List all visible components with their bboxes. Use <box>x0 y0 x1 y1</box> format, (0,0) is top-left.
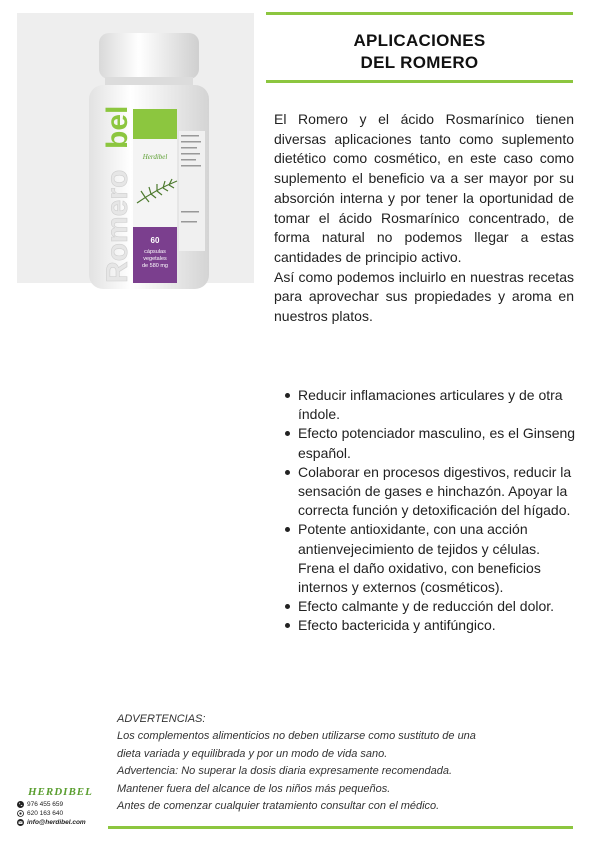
benefits-list <box>274 386 579 636</box>
email-icon <box>17 819 24 826</box>
page-title <box>266 30 573 74</box>
warning-line: Advertencia: No superar la dosis diaria expresamente recomendada. <box>117 765 453 778</box>
footer-contacts <box>17 800 86 827</box>
product-photo <box>17 13 254 283</box>
mobile-number: 620 163 640 <box>27 810 64 817</box>
capsule-text-1: cápsulas <box>144 249 166 255</box>
supplement-bottle-image <box>87 31 211 291</box>
list-item: Potente antioxidante, con una acción antienvejecimiento de tejidos y células. Frena el daño oxidativo, con beneficios internos y externos (cosméticos). <box>298 520 579 597</box>
warning-line: Antes de comenzar cualquier tratamiento consultar con el médico. <box>117 800 440 813</box>
intro-paragraph-1: El Romero y el ácido Rosmarínico tienen diversas aplicaciones tanto como suplemento dietético como cosmético, en este caso como suplemento el beneficio va a ser mayor por su absorción interna y por tener la oportunidad de tomar el ácido Rosmarínico concentrado, de forma natural no podemos llegar a estas cantidades de principio activo. <box>274 111 574 265</box>
capsule-text-3: de 580 mg <box>142 263 168 269</box>
email-row <box>17 818 86 827</box>
mobile-row <box>17 809 86 818</box>
warning-line: dieta variada y equilibrada y por un modo de vida sano. <box>117 747 388 760</box>
product-name-suffix: bel <box>101 105 134 149</box>
phone-number: 976 455 659 <box>27 801 64 808</box>
list-item: Colaborar en procesos digestivos, reducir la sensación de gases e hinchazón. Apoyar la correcta función y detoxificación del hígado. <box>298 463 579 521</box>
warnings-heading: ADVERTENCIAS: <box>117 713 206 725</box>
list-item: Efecto calmante y de reducción del dolor. <box>298 597 579 616</box>
warning-line: Mantener fuera del alcance de los niños más pequeños. <box>117 782 391 795</box>
footer-brand: HERDIBEL <box>28 786 93 798</box>
top-divider <box>266 12 573 15</box>
title-divider <box>266 80 573 83</box>
warnings-block <box>117 711 577 815</box>
phone-row <box>17 800 86 809</box>
list-item: Efecto potenciador masculino, es el Ginseng español. <box>298 424 579 462</box>
title-line-1: APLICACIONES <box>353 31 486 50</box>
bottom-divider <box>108 826 573 829</box>
warning-line: Los complementos alimenticios no deben utilizarse como sustituto de una <box>117 730 476 743</box>
capsule-text-2: vegetales <box>143 256 167 262</box>
intro-text <box>274 110 574 327</box>
phone-icon <box>17 801 24 808</box>
list-item: Efecto bactericida y antifúngico. <box>298 616 579 635</box>
intro-paragraph-2: Así como podemos incluirlo en nuestras recetas para aprovechar sus propiedades y aroma en nuestros platos. <box>274 268 574 325</box>
title-line-2: DEL ROMERO <box>360 53 479 72</box>
whatsapp-icon <box>17 810 24 817</box>
email-address[interactable]: info@herdibel.com <box>27 819 86 826</box>
capsule-count: 60 <box>150 236 160 245</box>
product-name-vertical: Romero <box>101 169 134 283</box>
list-item: Reducir inflamaciones articulares y de otra índole. <box>298 386 579 424</box>
bottle-logo: Herdibel <box>142 153 168 161</box>
